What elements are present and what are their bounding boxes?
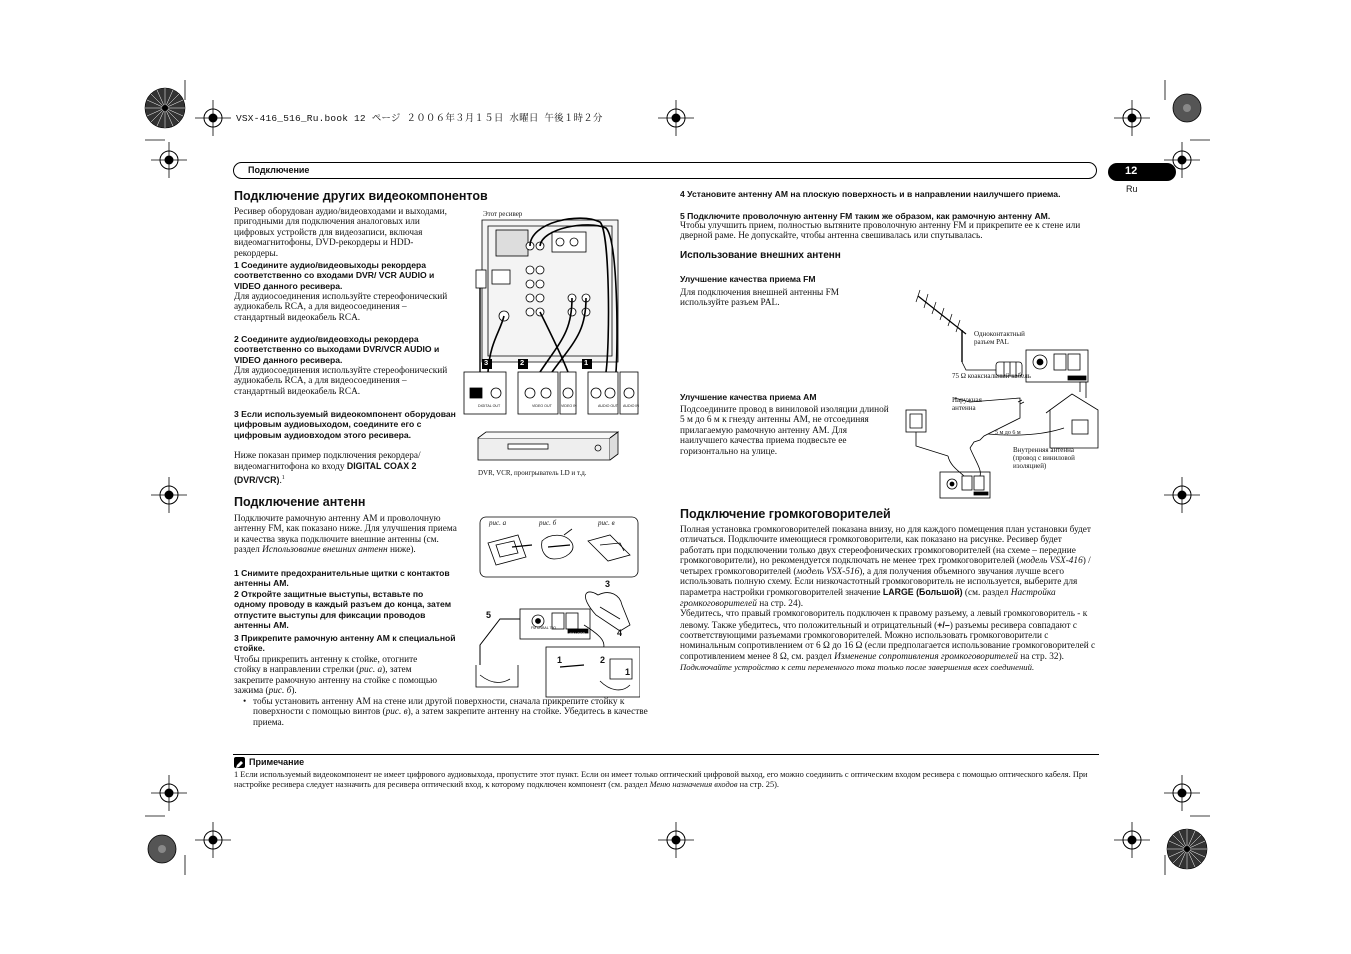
antenna-section-title: Подключение антенн <box>234 495 366 509</box>
fig-coax-label: 75 Ω коаксиальный кабель <box>952 372 1031 380</box>
video-step-2-text: Для аудиосоединения используйте стереофонический аудиокабель RCA, а для видеосоединения – стандартный видеокабель RCA. <box>234 366 448 397</box>
video-intro: Ресивер оборудован аудио/видеовходами и выходами, пригодными для подключения аналоговых или цифровых устройств для видеозаписи, включая видеомагнитофоны, DVD-рекордеры и HDD-рекордеры. <box>234 207 447 259</box>
fig-outdoor-label: Наружная антенна <box>952 396 982 412</box>
antenna-bullet-text: тобы установить антенну AM на стене или другой поверхности, сначала прикрепите стойку к поверхности с помощью винтов (рис. в), а затем закрепите антенну на стойке. Убедитесь в качестве приема. <box>253 697 648 728</box>
antenna-step-2: 2 Откройте защитные выступы, вставьте по одному проводу в каждый разъем до конца, затем отпустите выступы для фиксации проводов антенны AM. <box>234 589 452 631</box>
speakers-section-title: Подключение громкоговорителей <box>680 507 891 521</box>
video-text-column <box>234 207 456 259</box>
section-tab-label: Подключение <box>248 165 310 175</box>
external-antennas-title: Использование внешних антенн <box>680 250 841 261</box>
note-title: Примечание <box>249 757 305 767</box>
video-step-1-text: Для аудиосоединения используйте стереофонический аудиокабель RCA, а для видеосоединения – стандартный видеокабель RCA. <box>234 292 448 323</box>
note-divider <box>233 754 1099 755</box>
large-setting: LARGE (Большой) <box>882 587 963 598</box>
ant-fig-num-5: 5 <box>486 610 492 620</box>
page-lang: Ru <box>1126 184 1138 194</box>
ant-fig-num-1a: 1 <box>557 655 563 665</box>
fig-num-2: 2 <box>520 358 525 367</box>
fig-b-label: рис. б <box>539 519 557 527</box>
note-text: 1 Если используемый видеокомпонент не имеет цифрового аудиовыхода, пропустите этот пункт. Если он имеет только оптический цифровой выход, его можно соединить с оптическим входом ресивера с помощью оптического кабеля. При настройке ресивера следует назначить для ресивера оптический вход, к которому подключен компонент (см. раздел Меню назначения входов на стр. 25). <box>234 770 1088 789</box>
antenna-step-5-text: Чтобы улучшить прием, полностью вытяните проволочную антенну FM и прикрепите ее к стене или дверной раме. Не допускайте, чтобы антенна свешивалась или спутывалась. <box>680 221 1081 242</box>
pencil-icon <box>234 759 245 770</box>
antenna-bullet <box>243 697 663 728</box>
ant-fig-num-1b: 1 <box>625 667 631 677</box>
ref-speaker-impedance: Изменение сопротивления громкоговорителей <box>834 651 1018 662</box>
fig-indoor-label: Внутренняя антенна (провод с виниловой изоляцией) <box>1013 446 1075 470</box>
speakers-paragraph-3: Подключайте устройство к сети переменного тока только после завершения всех соединений. <box>680 662 1035 673</box>
fig-audio-out: AUDIO OUT <box>598 404 618 408</box>
note-icon <box>234 757 245 768</box>
fig-length-label: 5 м до 6 м <box>995 430 1021 436</box>
fig-pal-label: Одноконтактный разъем PAL <box>974 330 1025 346</box>
am-improve-title: Улучшение качества приема AM <box>680 392 817 402</box>
antenna-step-4: 4 Установите антенну AM на плоскую поверхность и в направлении наилучшего приема. <box>680 189 1061 199</box>
fm-improve-title: Улучшение качества приема FM <box>680 274 816 284</box>
ref-speaker-setup: Настройка громкоговорителей <box>680 588 1056 609</box>
page-number: 12 <box>1125 165 1138 177</box>
ant-fig-num-3: 3 <box>605 579 611 589</box>
video-connection-figure <box>460 212 640 467</box>
fig-digital-out: DIGITAL OUT <box>478 404 501 408</box>
ref-input-assign: Меню назначения входов <box>649 780 738 789</box>
fig-num-3: 3 <box>484 358 489 367</box>
page-number-badge <box>1108 163 1176 181</box>
bullet-dot: • <box>243 697 247 707</box>
footnote-mark: 1 <box>281 474 285 481</box>
fig-recorder-label: DVR, VCR, проигрыватель LD и т.д. <box>478 469 587 477</box>
fig-audio-in: AUDIO IN <box>623 404 639 408</box>
antenna-step-1: 1 Снимите предохранительные щитки с контактов антенны AM. <box>234 568 450 589</box>
ant-fig-num-4: 4 <box>617 628 623 638</box>
fig-a-label: рис. а <box>489 519 507 527</box>
video-step-1: 1 Соедините аудио/видеовыходы рекордера соответственно со входами DVR/ VCR AUDIO и VIDEO данного ресивера. <box>234 260 435 291</box>
video-section-title: Подключение других видеокомпонентов <box>234 189 488 203</box>
fig-video-out: VIDEO OUT <box>532 404 552 408</box>
fig-video-in: VIDEO IN <box>561 404 577 408</box>
ant-fig-num-2: 2 <box>600 655 606 665</box>
fm-improve-text: Для подключения внешней антенны FM используйте разъем PAL. <box>680 288 840 309</box>
section-tab <box>233 162 1097 179</box>
fig-receiver-label: Этот ресивер <box>483 210 523 218</box>
fig-v-label: рис. в <box>598 519 615 527</box>
book-header: VSX-416_516_Ru.book 12 ページ ２００６年３月１５日 水曜日 午後１時２分 <box>236 113 603 124</box>
ant-fig-jack-label: FM UNBAL 75Ω <box>531 626 557 630</box>
digital-coax-label: DIGITAL COAX 2 (DVR/VCR) <box>234 461 417 485</box>
antenna-intro: Подключите рамочную антенну AM и проволочную антенну FM, как показано ниже. Для улучшения приема и качества звука подключите внешние антенны (см. раздел Использование внешних антенн ниже). <box>234 514 457 556</box>
video-step-2: 2 Соедините аудио/видеовходы рекордера соответственно со выходами DVR/VCR AUDIO и VIDEO данного ресивера. <box>234 334 440 365</box>
video-step-3: 3 Если используемый видеокомпонент оборудован цифровым аудиовыходом, соедините его с цифровым аудиовходом этого ресивера. <box>234 409 456 440</box>
antenna-step-3-text: Чтобы прикрепить антенну к стойке, отогните стойку в направлении стрелки (рис. а), затем закрепите рамочную антенну на стойке с помощью зажима (рис. б). <box>234 655 438 697</box>
video-step-3-text: Ниже показан пример подключения рекордера/ видеомагнитофона ко входу DIGITAL COAX 2 (DVR/VCR).$^1$ <box>234 451 421 486</box>
antenna-step-5: 5 Подключите проволочную антенну FM таким же образом, как рамочную антенну AM. <box>680 211 1051 221</box>
antenna-step-3: 3 Прикрепите рамочную антенну AM к специальной стойке. <box>234 633 456 654</box>
ant-fig-am-label: AM LOOP <box>569 632 585 636</box>
antenna-figure <box>460 515 640 700</box>
fig-num-1: 1 <box>584 358 589 367</box>
speakers-paragraph-2: Убедитесь, что правый громкоговоритель подключен к правому разъему, а левый громкоговоритель - к левому. Также убедитесь, что положительный и отрицательный (+/–) разъемы ресивера совпадают с соответствующими разъемами громкоговорителей. Можно использовать громкоговорители с номинальным сопротивлением от 6 Ω до 16 Ω (если предполагается использование громкоговорителей с сопротивлением менее 8 Ω, см. раздел Изменение сопротивления громкоговорителей на стр. 32). <box>680 609 1096 662</box>
am-improve-text: Подсоедините провод в виниловой изоляции длиной 5 м до 6 м к гнезду антенны AM, не отсоединяя прилагаемую рамочную антенну AM. Для наилучшего качества приема подвесьте ее горизонтально на улице. <box>680 405 889 457</box>
ref-external-antennas: Использование внешних антенн <box>262 545 388 556</box>
speakers-paragraph-1: Полная установка громкоговорителей показана внизу, но для каждого помещения план установки будет отличаться. Подключите имеющиеся громкоговорители, как показано на рисунке. Ресивер будет работать при подключении только двух стереофонических громкоговорителей (на схеме – передние громкоговорители), но рекомендуется подключать не менее трех громкоговорителей (модель VSX-416) / четырех громкоговорителей (модель VSX-516), а для получения объемного звучания лучше всего использовать полную схему. Если низкочастотный громкоговоритель не используется, выберите для параметра настройки громкоговорителей значение LARGE (Большой) (см. раздел Настройка громкоговорителей на стр. 24). <box>680 525 1091 609</box>
